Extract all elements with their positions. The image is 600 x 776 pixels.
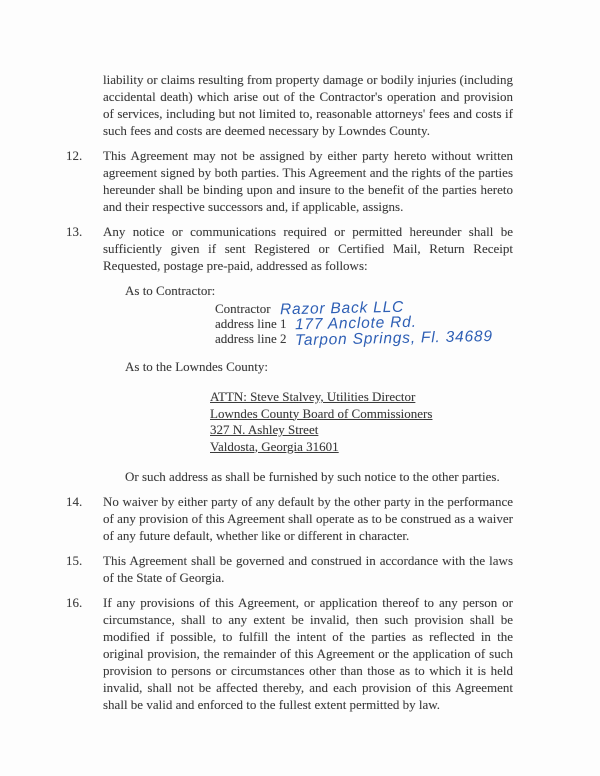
county-city-line: Valdosta, Georgia 31601 bbox=[210, 438, 339, 454]
contractor-section-heading: As to Contractor: bbox=[125, 283, 216, 298]
notice-footer: Or such address as shall be furnished by such notice to the other parties. bbox=[125, 469, 500, 484]
contractor-name-handwritten-value: Razor Back LLC bbox=[279, 298, 404, 319]
clause-number: 12. bbox=[66, 148, 83, 163]
document-content bbox=[66, 71, 513, 721]
clause-text: No waiver by either party of any default by the other party in the performance of any provision of this Agreement shall operate as to be construed as a waiver of any future default, whether like or different in character. bbox=[103, 494, 513, 543]
clause-14 bbox=[66, 493, 513, 544]
county-address-block bbox=[210, 389, 513, 455]
county-section-heading: As to the Lowndes County: bbox=[125, 359, 268, 374]
clause-16 bbox=[66, 594, 513, 713]
clause-12 bbox=[66, 147, 513, 215]
clause-text: Any notice or communications required or permitted hereunder shall be sufficiently given if sent Registered or Certified Mail, Return Receipt Requested, postage pre-paid, addressed as follows: bbox=[103, 224, 513, 273]
clause-text: If any provisions of this Agreement, or application thereof to any person or circumstance, shall to any extent be invalid, then such provision shall be modified if possible, to fulfill the intent of the parties as reflected in the original provision, the remainder of this Agreement or the application of such provision to persons or circumstances other than those as to which it is held invalid, shall not be affected thereby, and each provision of this Agreement shall be valid and enforced to the fullest extent permitted by law. bbox=[103, 595, 513, 712]
clause-text: This Agreement may not be assigned by either party hereto without written agreement signed by both parties. This Agreement and the rights of the parties hereunder shall be binding upon and insure to the benefit of the parties hereto and their respective successors and, if applicable, assigns. bbox=[103, 148, 513, 214]
clause-number: 14. bbox=[66, 494, 83, 509]
contractor-name-label: Contractor bbox=[215, 301, 271, 316]
continuation-paragraph: liability or claims resulting from property damage or bodily injuries (including accidental death) which arise out of the Contractor's operation and provision of services, including but not limited to, reasonable attorneys' fees and costs if such fees and costs are deemed necessary by Lowndes County. bbox=[103, 72, 513, 138]
clause-13 bbox=[66, 223, 513, 274]
clause-number: 15. bbox=[66, 553, 83, 568]
county-attn-line: ATTN: Steve Stalvey, Utilities Director bbox=[210, 389, 416, 404]
address-line-2-row bbox=[215, 327, 513, 350]
county-org-line: Lowndes County Board of Commissioners bbox=[210, 405, 433, 421]
clause-number: 16. bbox=[66, 595, 83, 610]
clause-text: This Agreement shall be governed and construed in accordance with the laws of the State of Georgia. bbox=[103, 553, 513, 585]
contractor-name-row bbox=[215, 298, 513, 319]
clause-number: 13. bbox=[66, 224, 83, 239]
address-line-2-label: address line 2 bbox=[215, 331, 287, 346]
contractor-address-form bbox=[215, 298, 513, 350]
address-line-1-label: address line 1 bbox=[215, 316, 287, 331]
address-line-2-handwritten-value: Tarpon Springs, Fl. 34689 bbox=[295, 327, 494, 350]
county-street-line: 327 N. Ashley Street bbox=[210, 422, 319, 437]
address-line-1-handwritten-value: 177 Anclote Rd. bbox=[295, 313, 418, 334]
clause-15 bbox=[66, 552, 513, 586]
